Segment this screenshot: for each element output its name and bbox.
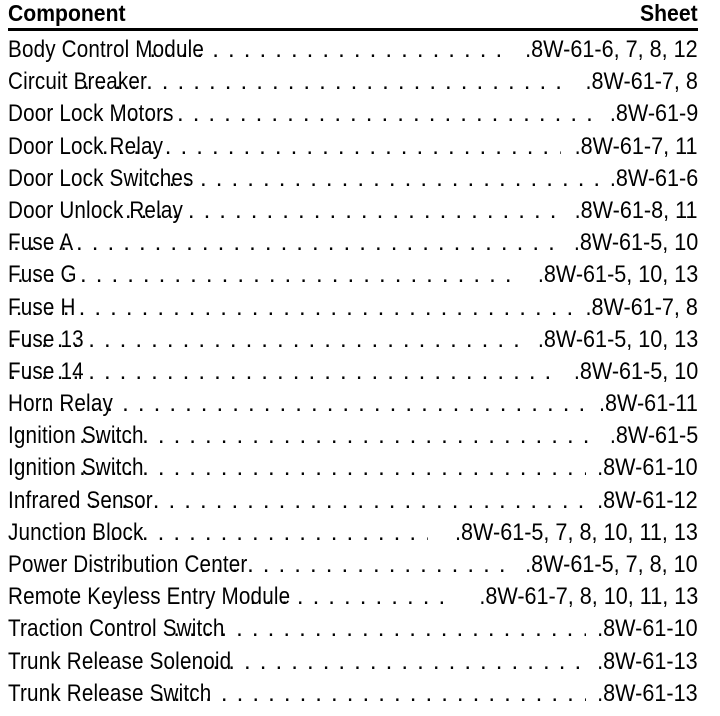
table-row: [8, 163, 698, 195]
sheet-reference: .8W-61-5, 7, 8, 10: [525, 551, 698, 578]
component-name: Traction Control Switch: [8, 615, 225, 643]
sheet-reference: .8W-61-7, 8, 10, 11, 13: [479, 583, 698, 611]
component-name: Circuit Breaker: [8, 68, 148, 96]
component-name: Fuse A: [8, 229, 74, 257]
dot-leader: [104, 98, 600, 130]
sheet-reference: .8W-61-6, 7, 8, 12: [525, 36, 698, 63]
component-name: Power Distribution Center: [8, 551, 248, 578]
table-row: [8, 356, 698, 388]
dot-leader: [8, 292, 573, 324]
table-row: [8, 388, 698, 420]
sheet-reference: .8W-61-5: [609, 422, 698, 450]
component-name: Fuse G: [8, 261, 77, 289]
sheet-reference: .8W-61-5, 10: [573, 229, 698, 257]
component-name: Door Lock Motors: [8, 100, 174, 128]
sheet-reference: .8W-61-7, 8: [585, 68, 698, 96]
dot-leader: [73, 66, 573, 98]
dot-leader: [8, 259, 520, 291]
table-row: [8, 549, 698, 581]
component-name: Fuse H: [8, 293, 76, 321]
sheet-reference: .8W-61-5, 10: [573, 357, 698, 385]
table-row: [8, 195, 698, 227]
table-row: [8, 292, 698, 324]
sheet-reference: .8W-61-13: [597, 679, 698, 707]
component-name: Trunk Release Solenoid: [8, 647, 232, 675]
table-row: [8, 678, 698, 710]
table-header: [8, 2, 698, 31]
component-name: Junction Block: [8, 518, 144, 546]
table-row: [8, 227, 698, 259]
component-index-table: [8, 2, 698, 710]
dot-leader: [8, 227, 560, 259]
sheet-reference: .8W-61-5, 10, 13: [537, 261, 698, 289]
table-row: [8, 485, 698, 517]
sheet-reference: .8W-61-6: [609, 164, 698, 192]
sheet-reference: .8W-61-8, 11: [575, 196, 698, 224]
component-column-header: Component: [8, 0, 126, 26]
table-row: [8, 98, 698, 130]
table-row: [8, 66, 698, 98]
table-row: [8, 324, 698, 356]
dot-leader: [8, 324, 520, 356]
dot-leader: [127, 163, 600, 195]
component-name: Infrared Sensor: [8, 486, 153, 514]
component-name: Ignition Switch: [8, 422, 144, 450]
sheet-reference: .8W-61-11: [599, 390, 698, 418]
sheet-reference: .8W-61-10: [597, 454, 698, 482]
component-name: Door Lock Relay: [8, 132, 164, 160]
sheet-reference: .8W-61-5, 7, 8, 10, 11, 13: [455, 518, 698, 546]
sheet-reference: .8W-61-13: [597, 647, 698, 675]
table-row: [8, 420, 698, 452]
table-row: [8, 259, 698, 291]
sheet-column-header: Sheet: [640, 0, 698, 26]
component-name: Door Unlock Relay: [8, 196, 183, 224]
component-name: Body Control Module: [8, 36, 205, 63]
sheet-reference: .8W-61-7, 8: [585, 293, 698, 321]
table-row: [8, 34, 698, 66]
table-row: [8, 646, 698, 678]
dot-leader: [69, 452, 586, 484]
table-row: [8, 613, 698, 645]
sheet-reference: .8W-61-7, 11: [575, 132, 698, 160]
dot-leader: [163, 613, 586, 645]
table-row: [8, 452, 698, 484]
component-name: Trunk Release Switch: [8, 679, 212, 707]
sheet-reference: .8W-61-5, 10, 13: [537, 325, 698, 353]
dot-leader: [33, 388, 588, 420]
component-name: Ignition Switch: [8, 454, 144, 482]
component-name: Door Lock Switches: [8, 164, 194, 192]
dot-leader: [171, 646, 586, 678]
sheet-reference: .8W-61-9: [609, 100, 698, 128]
dot-leader: [148, 678, 586, 710]
component-name: Fuse 14: [8, 357, 84, 385]
sheet-reference: .8W-61-12: [597, 486, 698, 514]
table-body: [8, 34, 698, 710]
table-row: [8, 517, 698, 549]
sheet-reference: .8W-61-10: [597, 615, 698, 643]
dot-leader: [8, 356, 560, 388]
component-name: Fuse 13: [8, 325, 84, 353]
dot-leader: [80, 485, 587, 517]
component-name: Horn Relay: [8, 390, 113, 418]
component-name: Remote Keyless Entry Module: [8, 583, 291, 611]
table-row: [8, 581, 698, 613]
table-row: [8, 131, 698, 163]
dot-leader: [69, 420, 600, 452]
